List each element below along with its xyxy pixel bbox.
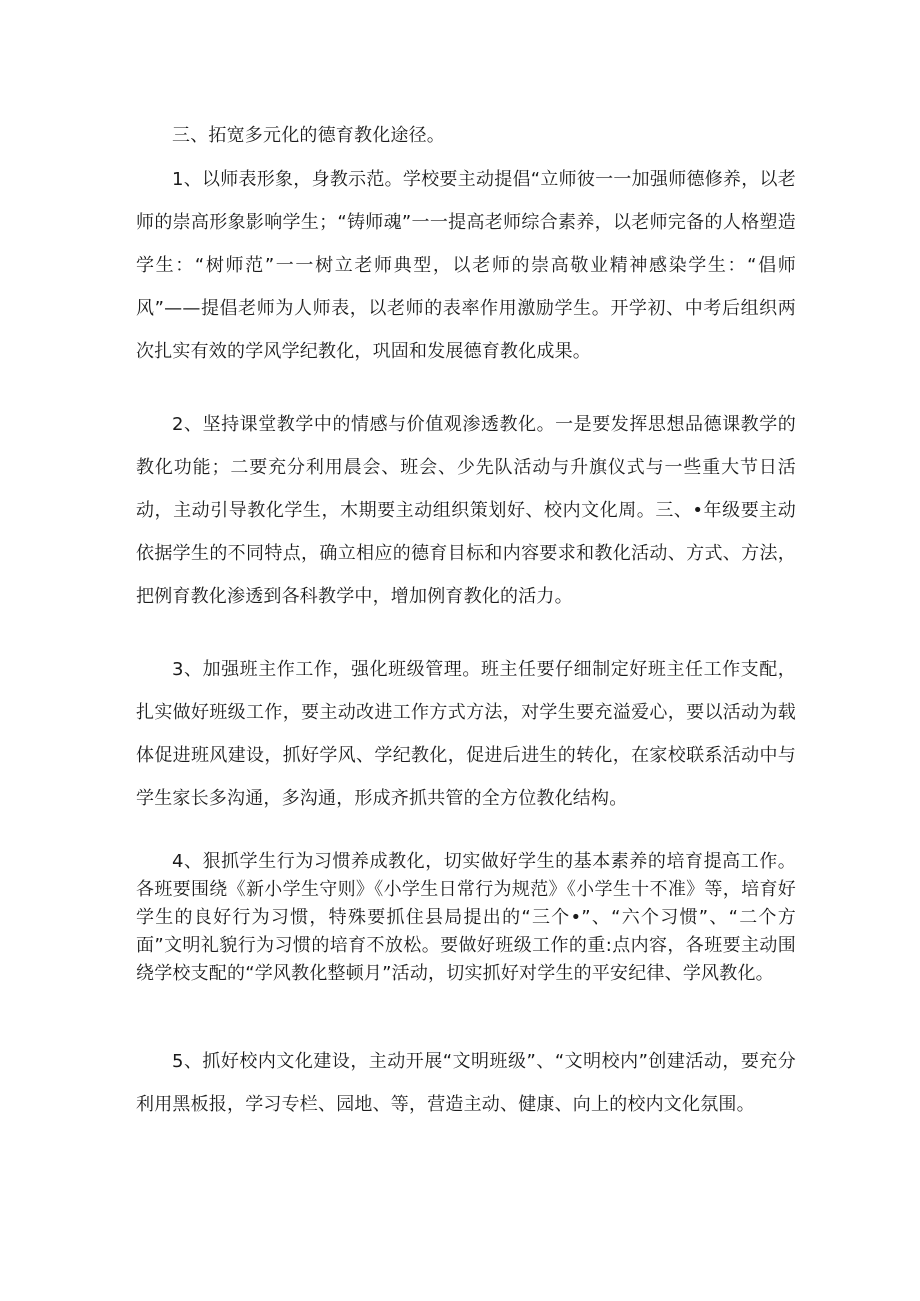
paragraph-3: 3、加强班主作工作，强化班级管理。班主任要仔细制定好班主任工作支配，扎实做好班级工作，要主动改进工作方式方法，对学生要充溢爱心，要以活动为载体促进班风建设，抓好学风、学纪教化，促进后进生的转化，在家校联系活动中与学生家长多沟通，多沟通，形成齐抓共管的全方位教化结构。 (136, 659, 796, 809)
paragraph-4: 4、狠抓学生行为习惯养成教化，切实做好学生的基本素养的培育提高工作。各班要围绕《新小学生守则》《小学生日常行为规范》《小学生十不准》等，培育好学生的良好行为习惯，特殊要抓住县局提出的“三个•”、“六个习惯”、“二个方面”文明礼貌行为习惯的培育不放松。要做好班级工作的重:点内容，各班要主动围绕学校支配的“学风教化整顿月”活动，切实抓好对学生的平安纪律、学风教化。 (136, 851, 796, 984)
section-heading: 三、拓宽多元化的德育教化途径。 (172, 125, 445, 146)
paragraph-5: 5、抓好校内文化建设，主动开展“文明班级”、“文明校内”创建活动，要充分利用黑板报，学习专栏、园地、等，营造主动、健康、向上的校内文化氛围。 (136, 1051, 796, 1115)
paragraph-1: 1、以师表形象，身教示范。学校要主动提倡“立师彼一一加强师德修养，以老师的崇高形象影响学生；“铸师魂”一一提高老师综合素养，以老师完备的人格塑造学生：“树师范”一一树立老师典型，以老师的崇高敬业精神感染学生：“倡师风”——提倡老师为人师表，以老师的表率作用激励学生。开学初、中考后组织两次扎实有效的学风学纪教化，巩固和发展德育教化成果。 (136, 169, 796, 362)
paragraph-2: 2、坚持课堂教学中的情感与价值观渗透教化。一是要发挥思想品德课教学的教化功能；二要充分利用晨会、班会、少先队活动与升旗仪式与一些重大节日活动，主动引导教化学生，木期要主动组织策划好、校内文化周。三、•年级要主动依据学生的不同特点，确立相应的德育目标和内容要求和教化活动、方式、方法，把例育教化渗透到各科教学中，增加例育教化的活力。 (136, 414, 796, 607)
